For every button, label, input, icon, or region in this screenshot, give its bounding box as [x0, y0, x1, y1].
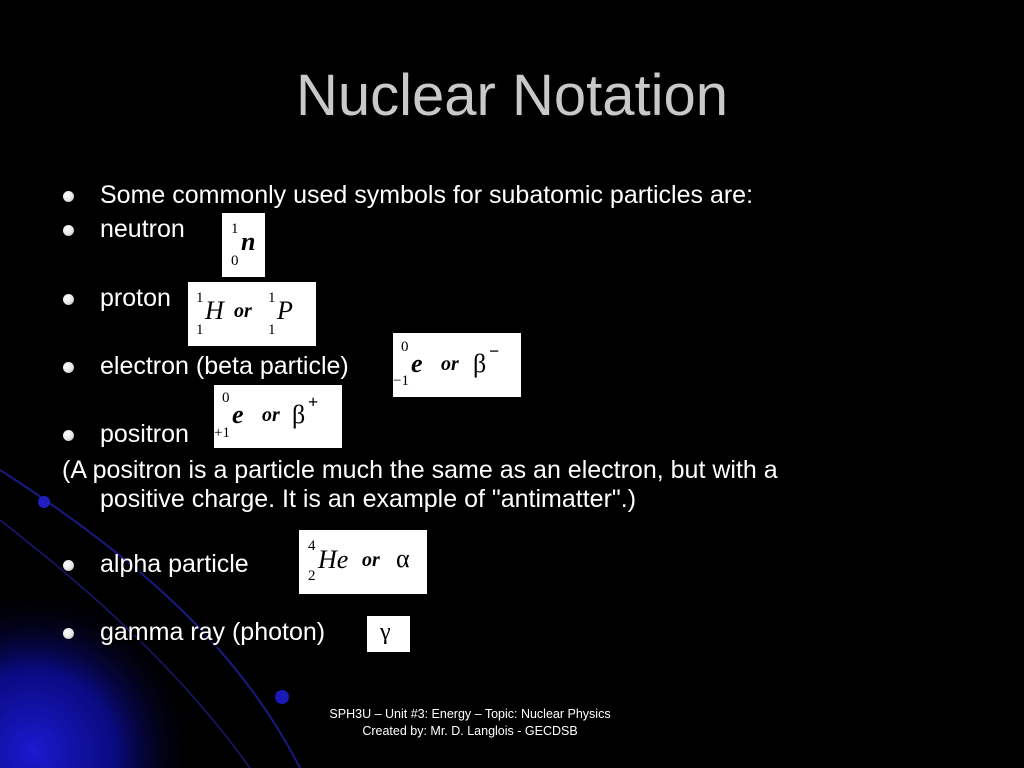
bullet-dot — [63, 560, 74, 571]
bullet-electron: electron (beta particle) — [100, 352, 349, 380]
footer-line-1: SPH3U – Unit #3: Energy – Topic: Nuclear Physics — [329, 707, 611, 721]
bullet-positron: positron — [100, 420, 189, 448]
slide-title: Nuclear Notation — [296, 63, 728, 128]
bullet-dot — [63, 294, 74, 305]
bullet-dot — [63, 628, 74, 639]
positron-note — [62, 456, 912, 514]
neutron-symbol: 1 0 n — [222, 213, 265, 277]
footer-line-2: Created by: Mr. D. Langlois - GECDSB — [362, 724, 578, 738]
bullet-dot — [63, 430, 74, 441]
bullet-dot — [63, 225, 74, 236]
alpha-symbol: 4 2 He or α — [299, 530, 427, 594]
bullet-proton: proton — [100, 284, 171, 312]
bullet-dot — [63, 191, 74, 202]
bullet-intro: Some commonly used symbols for subatomic particles are: — [100, 181, 754, 209]
bullet-neutron: neutron — [100, 215, 185, 243]
electron-symbol: 0 −1 e or β − — [393, 333, 521, 397]
positron-symbol: 0 +1 e or β + — [214, 385, 342, 448]
slide-footer — [230, 706, 710, 740]
gamma-symbol: γ — [367, 616, 410, 652]
proton-symbol: 1 1 H or 1 1 P — [188, 282, 316, 346]
bullet-dot — [63, 362, 74, 373]
note-line-1: (A positron is a particle much the same as an electron, but with a — [62, 456, 778, 484]
bullet-gamma: gamma ray (photon) — [100, 618, 326, 646]
note-line-2: positive charge. It is an example of "antimatter".) — [100, 485, 637, 513]
bullet-alpha: alpha particle — [100, 550, 249, 578]
